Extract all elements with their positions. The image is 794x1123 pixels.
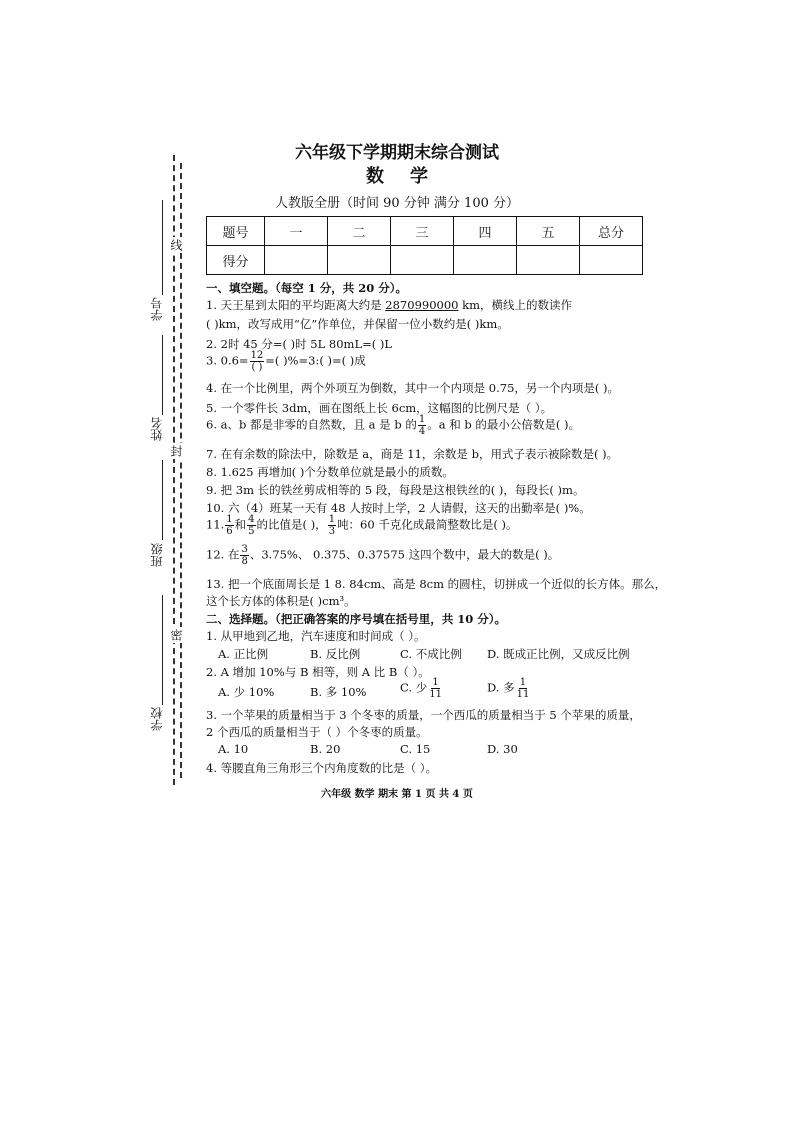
denominator: 11 xyxy=(429,689,442,700)
q-text: 的比值是( )， xyxy=(256,517,327,532)
question-1-12 xyxy=(206,544,559,567)
seal-feng: 封 xyxy=(169,445,183,457)
score-input-cell[interactable] xyxy=(391,246,454,275)
score-cell: 五 xyxy=(517,217,580,246)
score-cell: 总分 xyxy=(580,217,643,246)
option-2-1-b: B. 反比例 xyxy=(310,647,361,661)
fraction xyxy=(516,677,531,700)
numerator: 12 xyxy=(250,350,264,361)
numerator: 1 xyxy=(328,514,336,525)
score-cell: 得分 xyxy=(207,246,265,275)
numerator: 3 xyxy=(241,544,248,555)
name-label: 姓名 xyxy=(150,417,164,441)
option-2-1-c: C. 不成比例 xyxy=(400,647,462,661)
numerator: 1 xyxy=(418,414,426,425)
numerator: 1 xyxy=(432,677,439,688)
question-1-6 xyxy=(206,414,580,437)
option-2-2-b: B. 多 10% xyxy=(310,685,367,699)
fraction xyxy=(418,414,426,437)
q-text: 11. xyxy=(206,517,225,532)
fraction xyxy=(428,677,443,700)
numerator: 1 xyxy=(226,514,233,525)
option-2-1-d: D. 既成正比例，又成反比例 xyxy=(487,647,630,661)
student-id-label: 学号 xyxy=(150,297,164,321)
option-2-3-a: A. 10 xyxy=(218,742,249,756)
exam-meta: 人教版全册（时间 90 分钟 满分 100 分） xyxy=(274,196,520,211)
question-2-3: 3. 一个苹果的质量相当于 3 个冬枣的质量，一个西瓜的质量相当于 5 个苹果的质量， xyxy=(206,708,641,722)
score-cell: 三 xyxy=(391,217,454,246)
question-1-3 xyxy=(206,350,366,373)
numerator: 4 xyxy=(248,514,255,525)
question-1-2: 2. 2时 45 分=( )时 5L 80mL=( )L xyxy=(206,337,392,351)
question-1-5: 5. 一个零件长 3dm，画在图纸上长 6cm，这幅图的比例尺是（ ）。 xyxy=(206,401,553,415)
option-2-2-c xyxy=(400,677,444,700)
q-text: 。a 和 b 的最小公倍数是( )。 xyxy=(427,417,581,432)
option-2-2-d xyxy=(487,677,531,700)
score-input-cell[interactable] xyxy=(265,246,328,275)
denominator: 11 xyxy=(516,689,530,700)
dashed-line-inner xyxy=(180,163,182,778)
score-cell: 四 xyxy=(454,217,517,246)
question-1-1-cont: ( )km，改写成用“亿”作单位，并保留一位小数约是( )km。 xyxy=(206,317,509,331)
score-cell: 一 xyxy=(265,217,328,246)
q-text: =( )%=3:( )=( )成 xyxy=(265,353,366,368)
score-cell: 二 xyxy=(328,217,391,246)
score-table-header-row xyxy=(207,217,643,246)
score-input-cell[interactable] xyxy=(580,246,643,275)
q-number: 2870990000 xyxy=(385,298,459,312)
denominator: ( ) xyxy=(251,362,263,373)
q-text: C. 少 xyxy=(400,680,428,695)
section2-heading: 二、选择题。（把正确答案的序号填在括号里，共 10 分）。 xyxy=(206,612,507,626)
option-2-2-a: A. 少 10% xyxy=(218,685,275,699)
q-text: 12. 在 xyxy=(206,547,240,562)
denominator: 4 xyxy=(418,426,426,437)
school-label: 学校 xyxy=(150,707,164,731)
seal-xian: 线 xyxy=(169,239,183,251)
exam-title: 六年级下学期期末综合测试 xyxy=(295,143,499,163)
question-2-3-cont: 2 个西瓜的质量相当于（ ）个冬枣的质量。 xyxy=(206,725,428,739)
q-text: 1. 天王星到太阳的平均距离大约是 xyxy=(206,298,386,312)
page-footer: 六年级 数学 期末 第 1 页 共 4 页 xyxy=(321,789,473,800)
question-1-11 xyxy=(206,514,517,537)
option-2-3-b: B. 20 xyxy=(310,742,341,756)
denominator: 6 xyxy=(226,526,233,537)
fraction xyxy=(247,514,255,537)
score-input-cell[interactable] xyxy=(328,246,391,275)
q-text: 和 xyxy=(234,517,247,532)
fraction xyxy=(240,544,248,567)
binding-margin xyxy=(150,185,200,785)
question-1-13: 13. 把一个底面周长是 1 8. 84cm、高是 8cm 的圆柱，切拼成一个近似的长方体。那么， xyxy=(206,577,667,591)
q-text: 、3.75%、 0.375、0.37575 这四个数中，最大的数是( )。 xyxy=(249,547,560,562)
class-label: 班级 xyxy=(150,543,164,567)
fraction xyxy=(328,514,336,537)
q-text: D. 多 xyxy=(487,680,515,695)
fraction xyxy=(250,350,265,373)
q-text: 6. a、b 都是非零的自然数，且 a 是 b 的 xyxy=(206,417,417,432)
denominator: 8 xyxy=(241,556,248,567)
q-text: km，横线上的数读作 xyxy=(458,298,572,312)
numerator: 1 xyxy=(519,677,527,688)
question-2-2: 2. A 增加 10%与 B 相等，则 A 比 B（ ）。 xyxy=(206,665,430,679)
school-line xyxy=(162,595,163,705)
score-cell: 题号 xyxy=(207,217,265,246)
q-text: 吨：60 千克化成最简整数比是( )。 xyxy=(337,517,518,532)
exam-subject: 数学 xyxy=(366,166,454,187)
question-1-9: 9. 把 3m 长的铁丝剪成相等的 5 段，每段是这根铁丝的( )，每段长( )m。 xyxy=(206,483,585,497)
fraction xyxy=(225,514,233,537)
class-line xyxy=(162,460,163,540)
score-table-score-row xyxy=(207,246,643,275)
question-1-4: 4. 在一个比例里，两个外项互为倒数，其中一个内项是 0.75，另一个内项是( )。 xyxy=(206,381,620,395)
question-1-8: 8. 1.625 再增加( )个分数单位就是最小的质数。 xyxy=(206,465,454,479)
option-2-1-a: A. 正比例 xyxy=(218,647,269,661)
seal-mi: 密 xyxy=(169,629,183,641)
name-line xyxy=(162,335,163,415)
option-2-3-c: C. 15 xyxy=(400,742,431,756)
option-2-3-d: D. 30 xyxy=(487,742,518,756)
denominator: 5 xyxy=(248,526,255,537)
question-1-7: 7. 在有余数的除法中，除数是 a，商是 11，余数是 b，用式子表示被除数是( )。 xyxy=(206,447,619,461)
section1-heading: 一、填空题。（每空 1 分，共 20 分）。 xyxy=(206,281,408,295)
score-input-cell[interactable] xyxy=(454,246,517,275)
question-1-13-cont: 这个长方体的体积是( )cm³。 xyxy=(206,594,356,608)
score-table xyxy=(206,216,643,275)
q-text: 3. 0.6= xyxy=(206,353,249,368)
student-id-line xyxy=(162,200,163,295)
question-1-1 xyxy=(206,297,572,313)
question-2-1: 1. 从甲地到乙地，汽车速度和时间成（ ）。 xyxy=(206,629,426,643)
score-input-cell[interactable] xyxy=(517,246,580,275)
question-1-10: 10. 六（4）班某一天有 48 人按时上学，2 人请假，这天的出勤率是( )%。 xyxy=(206,501,591,515)
denominator: 3 xyxy=(328,526,336,537)
question-2-4: 4. 等腰直角三角形三个内角度数的比是（ ）。 xyxy=(206,761,438,775)
